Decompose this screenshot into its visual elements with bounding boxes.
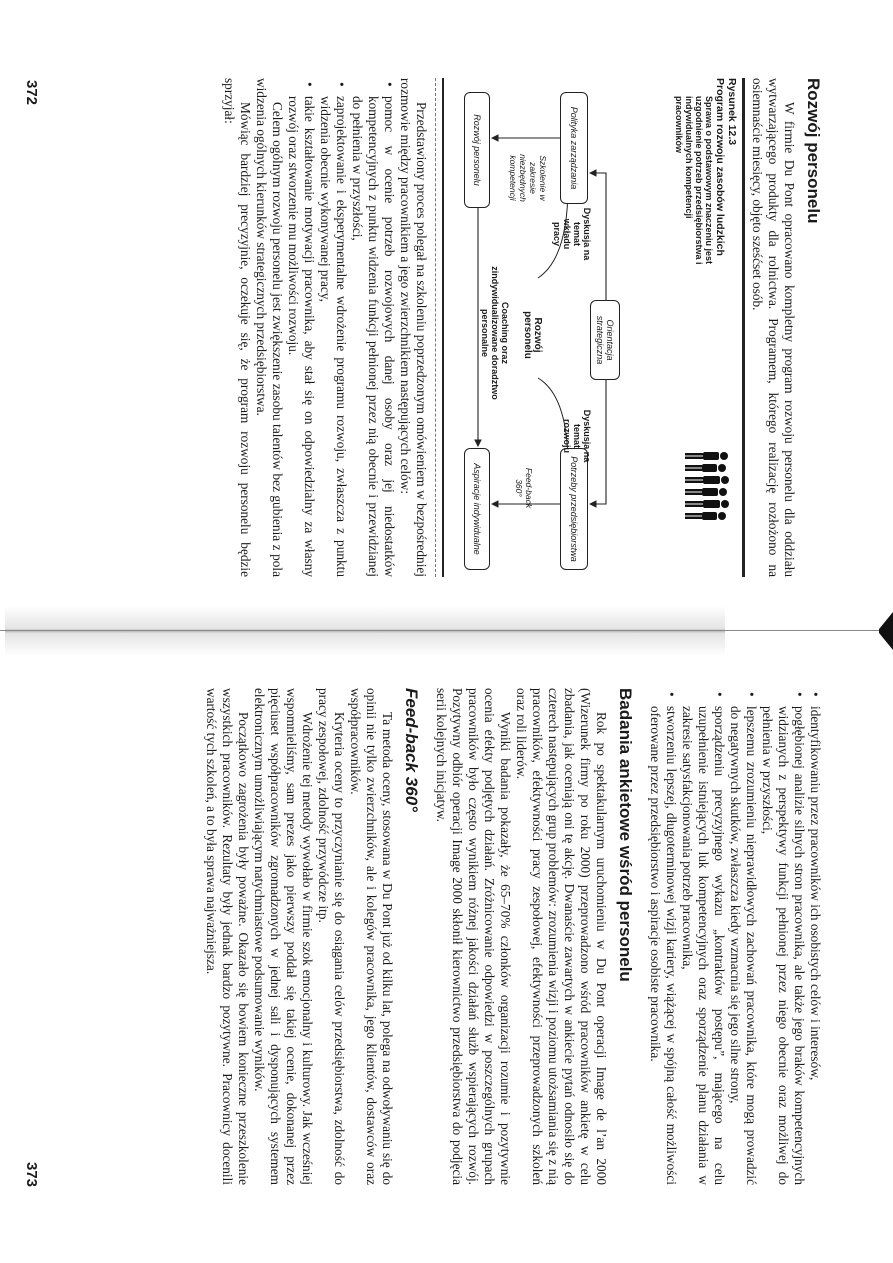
label-center: Rozwój personelu <box>522 311 543 359</box>
figure-subtitle: Program rozwoju zasobów ludzkich <box>714 78 726 256</box>
people-figures-icon <box>682 450 730 528</box>
figure-dashed-rule <box>435 78 436 577</box>
list-item: • lepszemu zrozumieniu nieprawidłowych zachowań pracownika, które mogą prowadzić do negatywnych skutków, zwłaszcza kiedy wzmacnia się jego silne strony, <box>727 706 759 1185</box>
section-title-rozwoj: Rozwój personelu <box>804 78 823 224</box>
label-feedback: Feed-back 360° <box>514 467 534 509</box>
list-item: • takie kształtowanie motywacji pracownika, aby stał się on odpowiedzialny za własny rozwój oraz stworzenie mu możliwości rozwoju. <box>285 96 317 577</box>
arrow-strategic-needs <box>590 378 606 504</box>
label-training: Szkolenie w zakresie niezbędnych kompetencji <box>508 154 548 202</box>
arrow-strategic-management <box>590 173 606 300</box>
para-feedback-1: Ta metoda oceny, stosowana w Du Pont już od kilku lat, polega na odwoływaniu się do opinii nie tylko zwierzchników, ale i kolegów pracownika, jego klientów, dostawców oraz współpracowników. <box>348 688 395 1185</box>
para-precise: Mówiąc bardziej precyzyjnie, oczekuje się, że program rozwoju personelu będzie sprzyjał: <box>222 78 253 577</box>
section-title-feedback: Feed-back 360° <box>402 688 421 812</box>
box-strategic: Orientacja strategiczna <box>590 300 620 380</box>
label-coaching: Coaching oraz zindywidualizowane doradztwo personalne <box>480 266 510 400</box>
intro-paragraph: W firmie Du Pont opracowano kompletny program rozwoju personelu dla oddziału wytwarzającego produkty dla rolnictwa. Programem, którego realizację rozłożono na osiemnaście miesięcy, objęto sześćset osób. <box>750 78 797 577</box>
benefits-list <box>647 688 823 1185</box>
page-number-left: 372 <box>23 80 40 106</box>
box-development: Rozwój personelu <box>464 92 490 208</box>
list-item: • zaprojektowanie i eksperymentalne wdrożenie programu rozwoju, zwłaszcza z punktu widzenia obecnie wykonywanej pracy, <box>317 96 349 577</box>
right-page <box>0 632 893 1263</box>
list-item: • identyfikowaniu przez pracowników ich osobistych celów i interesów, <box>807 706 823 1185</box>
section-title-badania: Badania ankietowe wśród personelu <box>616 688 635 982</box>
figure-bottom-rule <box>442 78 444 577</box>
para-feedback-3: Wdrożenie tej metody wywołało w firmie szok emocjonalny i kulturowy. Jak wcześniej wspomnieliśmy, sam prezes jako pierwszy poddał się takiej ocenie, dokonanej przez pięciuset współpracowników zgromadzonych w jednej sali i dysponujących systemem elektronicznym umożliwiającym natychmiastowe podsumowanie wyników. <box>252 688 315 1185</box>
box-needs: Potrzeby przedsiębiorstwa <box>560 448 588 570</box>
figure-12-3 <box>452 78 738 577</box>
figure-top-rule <box>742 78 745 577</box>
list-item: • pogłębionej analizie silnych stron pracownika, ale także jego braków kompetencyjnych widzianych z perspektywy funkcji pełnionej przez niego obecnie oraz możliwej do pełnienia w przyszłości, <box>759 706 807 1185</box>
para-survey-1: Rok po spektakularnym uruchomieniu w Du Pont operacji Image de l’an 2000 (Wizerunek firmy po roku 2000) przeprowadzono wśród pracowników ankietę w celu zbadania, jak oceniają oni tę akcję. Dwanaście zawartych w ankiecie pytań odnosiło się do czterech następujących grup problemów: zrozumienia wizji i poziomu utożsamiania się z nią pracowników, efektywności pracy zespołowej, efektywności przeprowadzonych szkoleń oraz roli liderów. <box>514 688 609 1185</box>
para-goal: Celem ogólnym rozwoju personelu jest zwiększenie zasobu talentów bez gubienia z pola widzenia ogólnych kierunków strategicznych przedsiębiorstwa. <box>254 78 285 577</box>
left-page <box>0 0 893 631</box>
label-dev-discussion: Dyskusja na temat rozwoju <box>562 409 592 463</box>
label-work-discussion: Dyskusja na temat wkładu pracy <box>552 207 592 261</box>
para-feedback-4: Początkowo zagrożenia były poważne. Okazało się bowiem konieczne przeszkolenie wszystkich pracowników. Rezultaty były jednak bardzo pozytywne. Pracownicy docenili wartość tych szkoleń, a to była sprawa najważniejsza. <box>204 688 251 1185</box>
box-management: Polityka zarządzania <box>560 92 588 204</box>
box-aspirations: Aspiracje indywidualne <box>464 448 490 570</box>
para-process: Przedstawiony proces polegał na szkoleniu poprzedzonym omówieniem w bezpośredniej rozmowie między pracownikiem a jego zwierzchnikiem następujących celów: <box>398 78 429 577</box>
figure-description: Sprawa o podstawowym znaczeniu jest uzgodnienie potrzeb przedsiębiorstwa i indywidualnych kompetencji pracowników <box>674 96 714 265</box>
list-item: • sporządzeniu precyzyjnego wykazu „kontraktów postępu”, mającego na celu uzupełnienie istniejących luk kompetencyjnych oraz sporządzenie planu działania w zakresie satysfakcjonowania potrzeb pracownika, <box>679 706 727 1185</box>
list-item: • stworzeniu lepszej, długoterminowej wizji kariery, wiążącej w spójną całość możliwości oferowane przez przedsiębiorstwo i aspiracje osobiste pracownika. <box>647 706 679 1185</box>
para-feedback-2: Kryteria oceny to przyczynianie się do osiągania celów przedsiębiorstwa, zdolność do pracy zespołowej, zdolność przywódcze itp. <box>316 688 347 1185</box>
list-item: • pomoc w ocenie potrzeb rozwojowych danej osoby oraz jej niedostatków kompetencyjnych z punktu widzenia funkcji pełnionej przez nią obecnie i przewidzianej do pełnienia w przyszłości, <box>349 96 397 577</box>
goals-list <box>285 78 397 577</box>
figure-caption: Rysunek 12.3 <box>726 78 738 146</box>
page-number-right: 373 <box>23 1162 40 1188</box>
para-survey-2: Wyniki badania pokazały, że 65–70% członków organizacji rozumie i pozytywnie ocenia efekty podjętych działań. Zróżnicowanie odpowiedzi w poszczególnych grupach pracowników było często wynikiem różnej jakości działań służb wspierających rozwój. Pozytywny odbiór operacji Image 2000 skłonił kierownictwo przedsiębiorstwa do podjęcia serii kolejnych inicjatyw. <box>434 688 513 1185</box>
